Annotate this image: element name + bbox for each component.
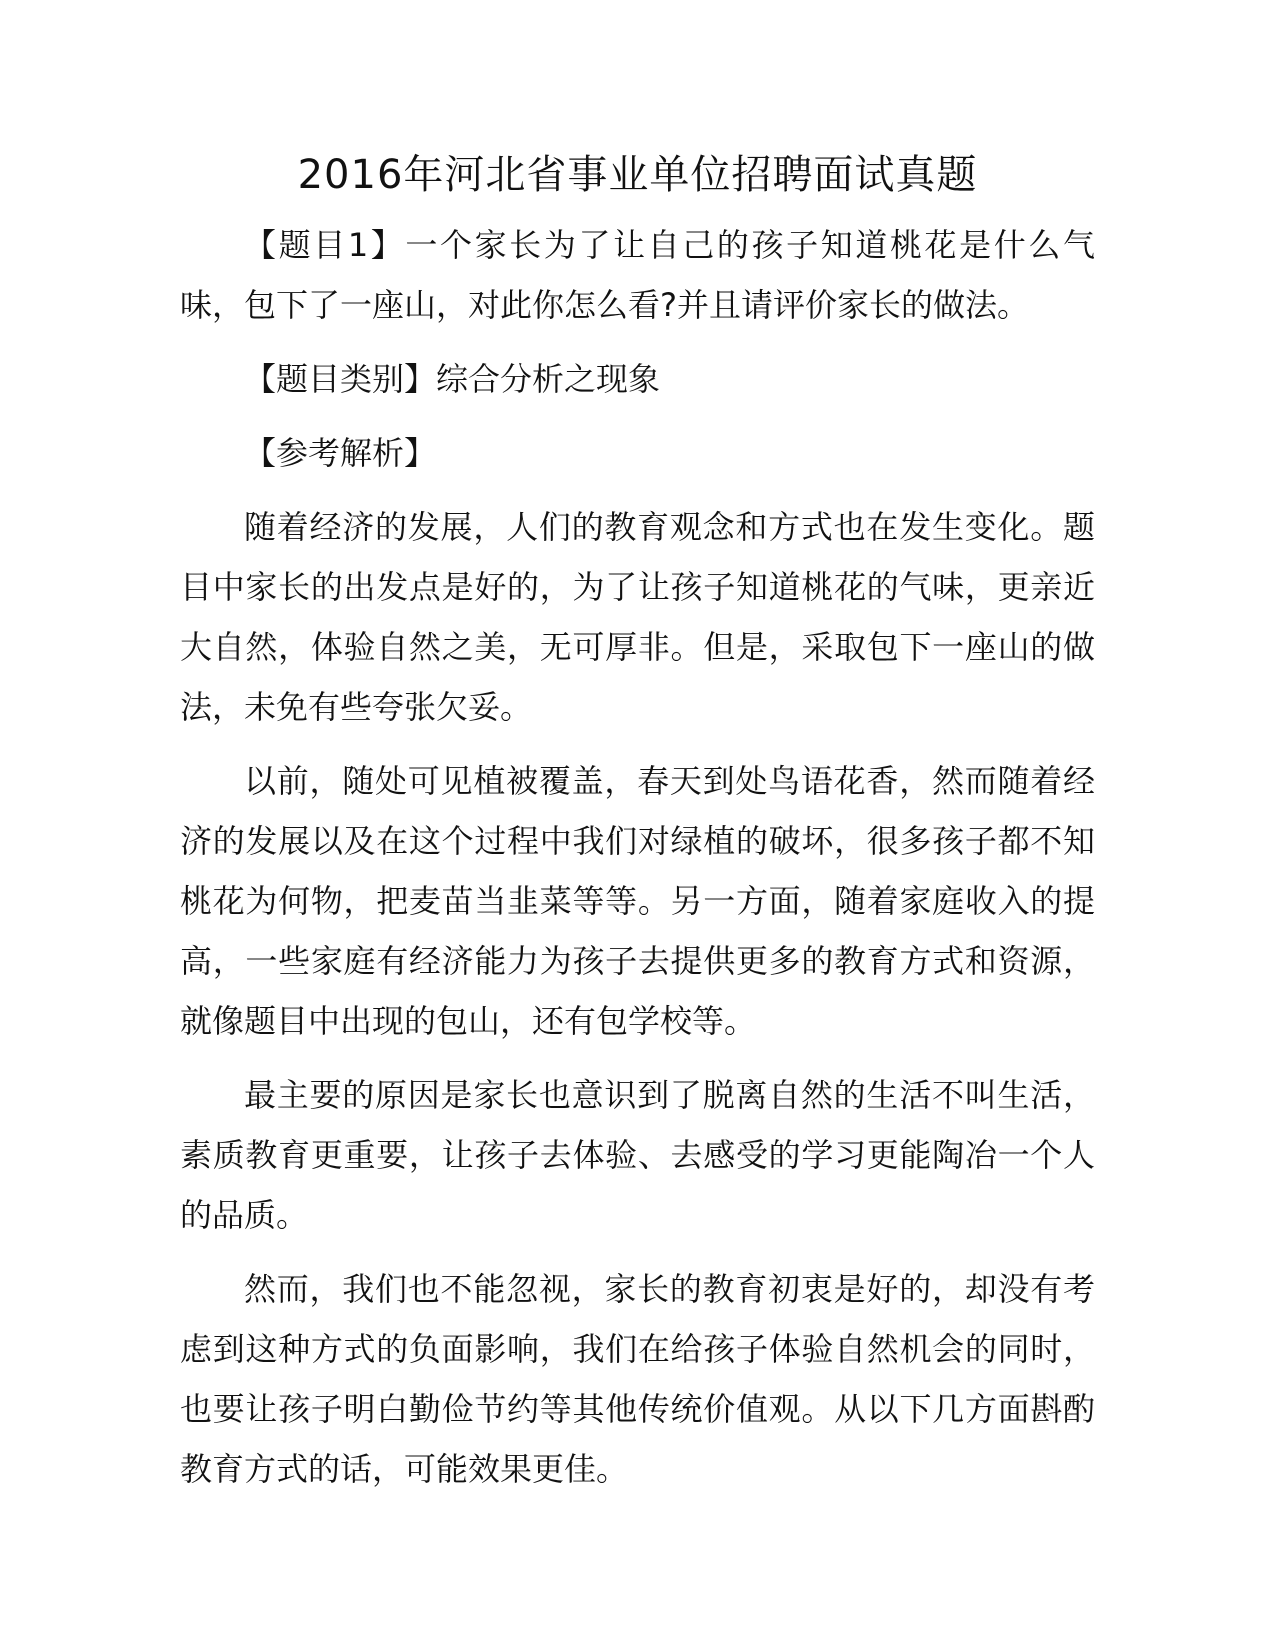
- analysis-paragraph-4: 然而，我们也不能忽视，家长的教育初衷是好的，却没有考虑到这种方式的负面影响，我们在给孩子体验自然机会的同时，也要让孩子明白勤俭节约等其他传统价值观。从以下几方面斟酌教育方式的话，可能效果更佳。: [180, 1270, 1095, 1488]
- question-category: 【题目类别】综合分析之现象: [244, 360, 661, 398]
- document-title: 2016年河北省事业单位招聘面试真题: [297, 152, 978, 198]
- analysis-paragraph-3: 最主要的原因是家长也意识到了脱离自然的生活不叫生活，素质教育更重要，让孩子去体验、去感受的学习更能陶冶一个人的品质。: [180, 1076, 1095, 1234]
- question-paragraph: 【题目1】一个家长为了让自己的孩子知道桃花是什么气味，包下了一座山，对此你怎么看?并且请评价家长的做法。: [180, 226, 1095, 324]
- analysis-paragraph-2: 以前，随处可见植被覆盖，春天到处鸟语花香，然而随着经济的发展以及在这个过程中我们对绿植的破坏，很多孩子都不知桃花为何物，把麦苗当韭菜等等。另一方面，随着家庭收入的提高，一些家庭有经济能力为孩子去提供更多的教育方式和资源，就像题目中出现的包山，还有包学校等。: [180, 762, 1095, 1040]
- reference-analysis-heading: 【参考解析】: [244, 434, 437, 472]
- document-body: [180, 215, 1095, 1513]
- analysis-paragraph-1: 随着经济的发展，人们的教育观念和方式也在发生变化。题目中家长的出发点是好的，为了让孩子知道桃花的气味，更亲近大自然，体验自然之美，无可厚非。但是，采取包下一座山的做法，未免有些夸张欠妥。: [180, 508, 1095, 726]
